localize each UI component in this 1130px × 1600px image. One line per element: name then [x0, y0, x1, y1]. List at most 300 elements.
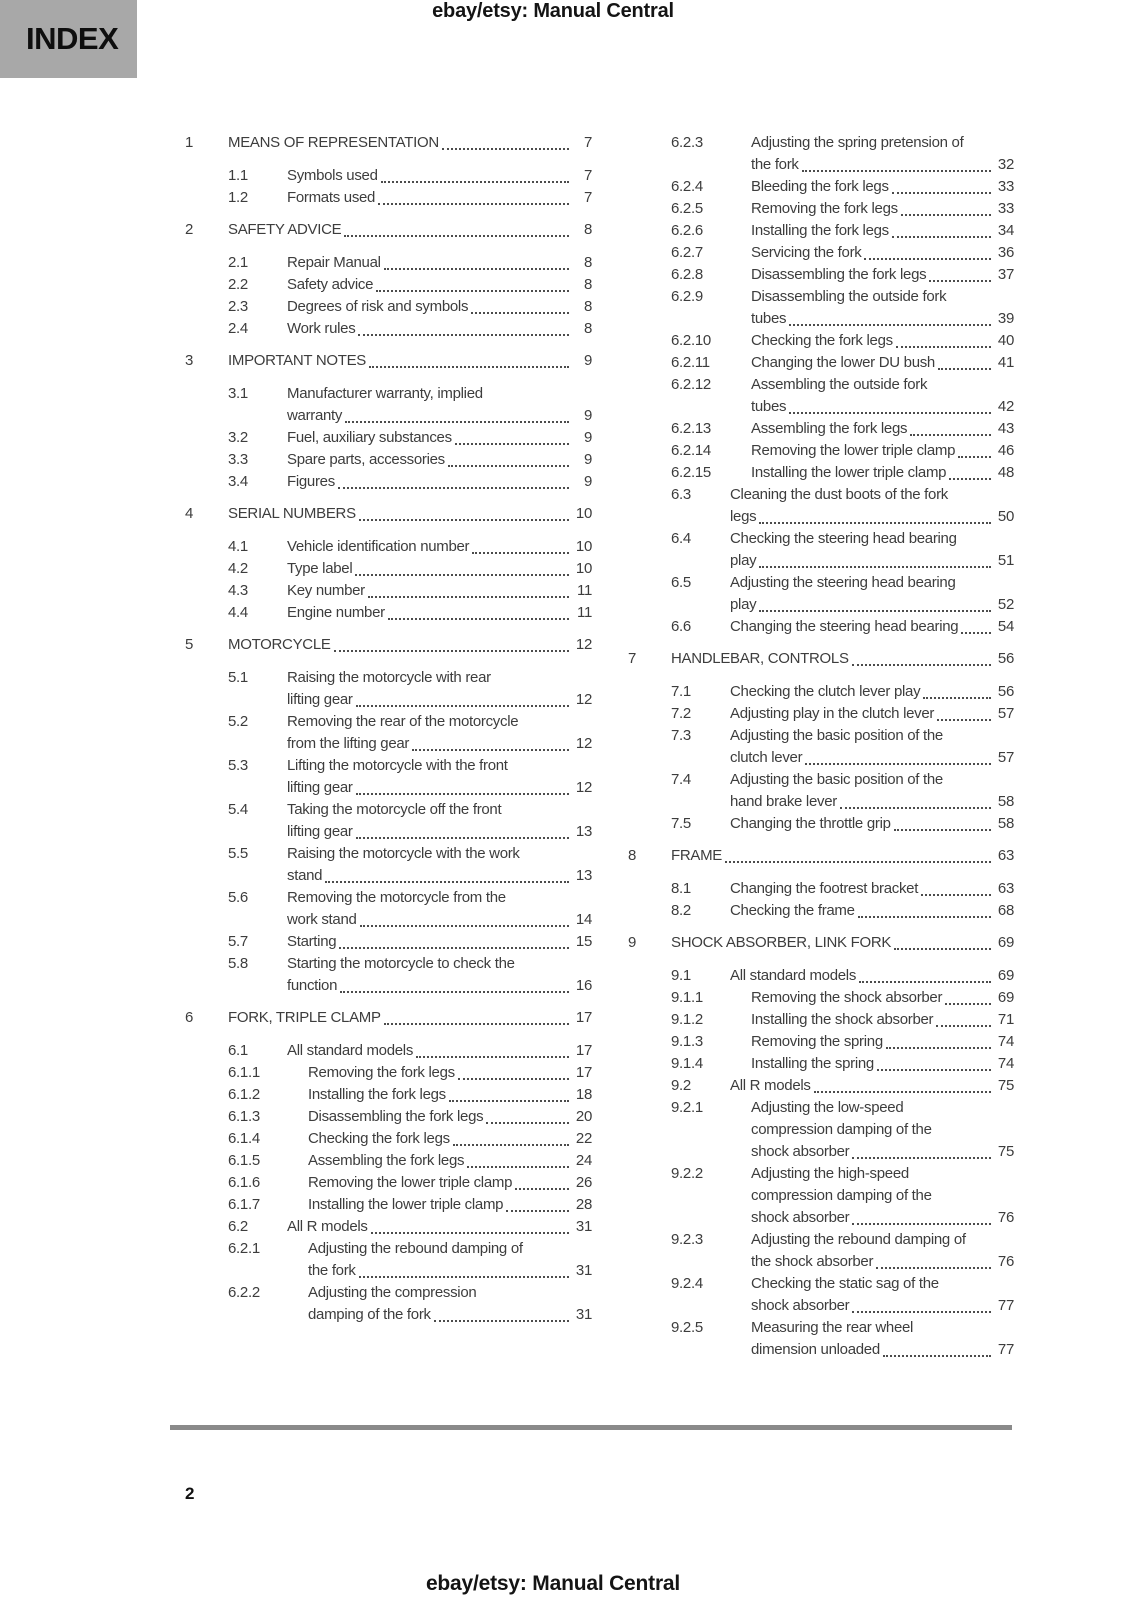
- toc-entry-number: 6.2.3: [671, 134, 703, 151]
- dot-leader: [441, 132, 570, 154]
- dot-leader: [960, 616, 992, 638]
- dot-leader: [433, 1304, 570, 1326]
- toc-entry-line: [228, 634, 592, 656]
- toc-entry: [628, 1317, 1014, 1361]
- toc-entry-title: [730, 484, 1014, 528]
- toc-entry-text: Checking the fork legs: [751, 332, 893, 349]
- toc-entry-title: [730, 813, 1014, 835]
- toc-entry-number: 2.3: [228, 298, 248, 315]
- toc-entry-page: 15: [575, 933, 592, 950]
- toc-entry-text: Adjusting the low-speed: [751, 1099, 904, 1116]
- toc-entry-number: 3.3: [228, 451, 248, 468]
- toc-entry-title: [751, 1097, 1014, 1163]
- toc-entry-title: [308, 1106, 592, 1128]
- toc-entry-text: compression damping of the: [751, 1187, 932, 1204]
- table-of-contents: [185, 132, 1014, 1361]
- dot-leader: [485, 1106, 570, 1128]
- toc-entry-text: MEANS OF REPRESENTATION: [228, 134, 439, 151]
- toc-entry-page: 43: [997, 420, 1014, 437]
- toc-entry-line: [751, 1031, 1014, 1053]
- toc-entry-page: 63: [997, 880, 1014, 897]
- toc-entry-text: Adjusting the steering head bearing: [730, 574, 956, 591]
- toc-entry-title: [730, 616, 1014, 638]
- toc-entry: [185, 931, 592, 953]
- dot-leader: [411, 733, 570, 755]
- toc-entry-page: 12: [575, 779, 592, 796]
- toc-entry: [185, 580, 592, 602]
- toc-entry-number: 6.6: [671, 618, 691, 635]
- toc-entry-text: Taking the motorcycle off the front: [287, 801, 502, 818]
- toc-entry-line: [730, 791, 1014, 813]
- toc-entry-text: Installing the shock absorber: [751, 1011, 934, 1028]
- toc-entry-number: 6.2.7: [671, 244, 703, 261]
- toc-entry-title: [751, 1317, 1014, 1361]
- toc-entry-page: 54: [997, 618, 1014, 635]
- toc-entry-line: [751, 462, 1014, 484]
- dot-leader: [876, 1053, 992, 1075]
- toc-entry-line: [287, 1040, 592, 1062]
- dot-leader: [514, 1172, 570, 1194]
- dot-leader: [788, 308, 992, 330]
- toc-entry-number: 3.1: [228, 385, 248, 402]
- toc-entry: [185, 1084, 592, 1106]
- toc-entry-number: 2: [185, 221, 194, 238]
- dot-leader: [839, 791, 992, 813]
- toc-entry-title: [287, 296, 592, 318]
- toc-entry-page: 13: [575, 823, 592, 840]
- toc-entry: [185, 711, 592, 755]
- toc-entry-title: [287, 187, 592, 209]
- toc-entry-title: [751, 220, 1014, 242]
- toc-entry-line: [751, 352, 1014, 374]
- dot-leader: [937, 352, 992, 374]
- toc-entry-title: [287, 1216, 592, 1238]
- toc-entry-text: Removing the lower triple clamp: [751, 442, 956, 459]
- dot-leader: [355, 821, 570, 843]
- toc-entry-text: Installing the spring: [751, 1055, 874, 1072]
- toc-entry-title: [751, 242, 1014, 264]
- dot-leader: [758, 550, 992, 572]
- toc-entry-number: 5.3: [228, 757, 248, 774]
- toc-entry-number: 6.2.9: [671, 288, 703, 305]
- toc-entry-number: 9.2.2: [671, 1165, 703, 1182]
- toc-entry-text: Adjusting the high-speed: [751, 1165, 909, 1182]
- toc-entry-title: [751, 1031, 1014, 1053]
- toc-entry: [185, 165, 592, 187]
- toc-entry-title: [751, 352, 1014, 374]
- toc-entry-number: 6.1.2: [228, 1086, 260, 1103]
- toc-entry-text: Adjusting the basic position of the: [730, 727, 943, 744]
- toc-entry-page: 11: [577, 604, 592, 621]
- toc-entry-line: [287, 252, 592, 274]
- toc-entry: [628, 528, 1014, 572]
- toc-entry-title: [287, 843, 592, 887]
- toc-entry-text: Installing the lower triple clamp: [308, 1196, 504, 1213]
- toc-entry-number: 7.3: [671, 727, 691, 744]
- toc-entry: [185, 318, 592, 340]
- toc-entry-number: 5.2: [228, 713, 248, 730]
- toc-entry-text: Cleaning the dust boots of the fork: [730, 486, 948, 503]
- toc-entry-page: 24: [575, 1152, 592, 1169]
- toc-entry-number: 6.1.4: [228, 1130, 260, 1147]
- dot-leader: [893, 813, 992, 835]
- toc-entry: [185, 536, 592, 558]
- toc-entry-page: 17: [575, 1042, 592, 1059]
- toc-entry: [185, 667, 592, 711]
- toc-entry-line: [730, 572, 1014, 594]
- toc-entry-line: [751, 264, 1014, 286]
- toc-entry-page: 13: [575, 867, 592, 884]
- toc-entry-page: 9: [583, 429, 592, 446]
- toc-entry-line: [751, 330, 1014, 352]
- toc-entry-page: 68: [997, 902, 1014, 919]
- toc-entry-title: [751, 1163, 1014, 1229]
- toc-entry-text: Changing the steering head bearing: [730, 618, 959, 635]
- toc-entry-number: 6.2.8: [671, 266, 703, 283]
- toc-entry: [185, 1238, 592, 1282]
- toc-entry-text: All standard models: [730, 967, 857, 984]
- toc-entry-text: the fork: [308, 1262, 356, 1279]
- toc-entry-number: 7.2: [671, 705, 691, 722]
- dot-leader: [359, 909, 570, 931]
- toc-entry-number: 9.1: [671, 967, 691, 984]
- dot-leader: [863, 242, 992, 264]
- toc-entry-line: [287, 931, 592, 953]
- dot-leader: [324, 865, 570, 887]
- toc-entry-line: [730, 616, 1014, 638]
- toc-entry-title: [308, 1172, 592, 1194]
- toc-entry-number: 6.2.1: [228, 1240, 260, 1257]
- toc-entry-text: Servicing the fork: [751, 244, 862, 261]
- toc-entry-page: 12: [575, 735, 592, 752]
- toc-entry-text: Removing the lower triple clamp: [308, 1174, 513, 1191]
- toc-entry: [628, 198, 1014, 220]
- toc-entry-number: 5.5: [228, 845, 248, 862]
- toc-entry-page: 8: [583, 221, 592, 238]
- toc-entry-text: Checking the fork legs: [308, 1130, 450, 1147]
- toc-entry-line: [287, 733, 592, 755]
- toc-entry-number: 6.2.4: [671, 178, 703, 195]
- toc-entry-line: [671, 648, 1014, 670]
- toc-entry-text: Vehicle identification number: [287, 538, 470, 555]
- toc-entry: [628, 900, 1014, 922]
- toc-entry-line: [287, 449, 592, 471]
- toc-entry-number: 4.3: [228, 582, 248, 599]
- toc-entry-page: 76: [997, 1253, 1014, 1270]
- toc-entry: [628, 242, 1014, 264]
- toc-entry: [185, 1007, 592, 1029]
- toc-entry: [185, 558, 592, 580]
- dot-leader: [882, 1339, 992, 1361]
- dot-leader: [338, 931, 570, 953]
- toc-entry-text: Changing the footrest bracket: [730, 880, 919, 897]
- toc-entry-number: 7.5: [671, 815, 691, 832]
- toc-entry-line: [730, 681, 1014, 703]
- toc-entry-title: [228, 132, 592, 154]
- toc-entry-text: hand brake lever: [730, 793, 837, 810]
- toc-entry-text: Raising the motorcycle with the work: [287, 845, 520, 862]
- toc-entry: [628, 769, 1014, 813]
- toc-entry-text: damping of the fork: [308, 1306, 431, 1323]
- toc-entry-text: play: [730, 596, 757, 613]
- toc-entry-page: 31: [575, 1306, 592, 1323]
- toc-entry: [185, 132, 592, 154]
- dot-leader: [471, 536, 570, 558]
- toc-entry-page: 26: [575, 1174, 592, 1191]
- toc-entry-text: All R models: [730, 1077, 811, 1094]
- toc-entry-text: Checking the steering head bearing: [730, 530, 957, 547]
- dot-leader: [415, 1040, 570, 1062]
- toc-entry-title: [287, 953, 592, 997]
- toc-entry-title: [751, 198, 1014, 220]
- toc-entry-line: [751, 176, 1014, 198]
- toc-entry-title: [287, 536, 592, 558]
- toc-entry-line: [308, 1062, 592, 1084]
- toc-entry-page: 57: [997, 705, 1014, 722]
- toc-entry-page: 10: [575, 560, 592, 577]
- toc-entry-title: [308, 1084, 592, 1106]
- toc-entry-title: [730, 572, 1014, 616]
- toc-entry-title: [730, 878, 1014, 900]
- toc-entry-number: 2.1: [228, 254, 248, 271]
- toc-entry-line: [228, 219, 592, 241]
- toc-entry-line: [730, 506, 1014, 528]
- toc-entry: [628, 1229, 1014, 1273]
- toc-entry-line: [751, 1339, 1014, 1361]
- toc-entry: [628, 878, 1014, 900]
- toc-entry-text: All standard models: [287, 1042, 414, 1059]
- dot-leader: [454, 427, 570, 449]
- toc-entry-text: Spare parts, accessories: [287, 451, 445, 468]
- toc-entry-page: 34: [997, 222, 1014, 239]
- toc-entry-line: [287, 383, 592, 405]
- dot-leader: [851, 1141, 992, 1163]
- toc-entry-number: 6.2.2: [228, 1284, 260, 1301]
- toc-entry-number: 6.2.13: [671, 420, 711, 437]
- toc-entry-line: [287, 165, 592, 187]
- toc-entry-line: [228, 503, 592, 525]
- toc-entry-page: 74: [997, 1055, 1014, 1072]
- toc-entry-line: [751, 220, 1014, 242]
- toc-entry-number: 6.1: [228, 1042, 248, 1059]
- toc-entry-page: 71: [997, 1011, 1014, 1028]
- toc-entry-line: [287, 667, 592, 689]
- dot-leader: [920, 878, 992, 900]
- toc-entry: [628, 440, 1014, 462]
- toc-entry-line: [751, 1207, 1014, 1229]
- toc-entry-number: 6.2.6: [671, 222, 703, 239]
- toc-entry-text: Changing the lower DU bush: [751, 354, 935, 371]
- toc-entry-text: HANDLEBAR, CONTROLS: [671, 650, 849, 667]
- toc-entry-title: [228, 503, 592, 525]
- dot-leader: [368, 350, 570, 372]
- toc-entry-page: 9: [583, 473, 592, 490]
- dot-leader: [851, 1295, 992, 1317]
- toc-entry-title: [308, 1150, 592, 1172]
- toc-entry: [628, 616, 1014, 638]
- toc-entry-title: [730, 681, 1014, 703]
- toc-entry-text: Removing the spring: [751, 1033, 883, 1050]
- toc-entry-line: [730, 900, 1014, 922]
- toc-entry-number: 9.2.5: [671, 1319, 703, 1336]
- toc-entry: [628, 1273, 1014, 1317]
- toc-entry-line: [730, 1075, 1014, 1097]
- toc-entry-title: [287, 383, 592, 427]
- toc-entry: [628, 725, 1014, 769]
- toc-entry-text: shock absorber: [751, 1297, 850, 1314]
- dot-leader: [948, 462, 992, 484]
- toc-entry-title: [287, 667, 592, 711]
- toc-entry-title: [287, 799, 592, 843]
- toc-entry-line: [287, 711, 592, 733]
- toc-entry: [628, 176, 1014, 198]
- dot-leader: [928, 264, 992, 286]
- toc-entry-title: [228, 634, 592, 656]
- toc-entry: [628, 845, 1014, 867]
- toc-entry-line: [308, 1194, 592, 1216]
- toc-entry-text: Adjusting play in the clutch lever: [730, 705, 935, 722]
- toc-entry-text: dimension unloaded: [751, 1341, 880, 1358]
- toc-entry-page: 7: [583, 134, 592, 151]
- toc-entry-page: 69: [997, 934, 1014, 951]
- dot-leader: [448, 1084, 570, 1106]
- toc-entry-line: [287, 536, 592, 558]
- toc-entry-title: [751, 286, 1014, 330]
- dot-leader: [891, 220, 992, 242]
- toc-entry-text: play: [730, 552, 757, 569]
- toc-entry: [628, 330, 1014, 352]
- toc-entry-line: [751, 308, 1014, 330]
- toc-entry-number: 6.2.10: [671, 332, 711, 349]
- toc-entry-title: [308, 1282, 592, 1326]
- toc-entry-line: [228, 1007, 592, 1029]
- dot-leader: [383, 1007, 570, 1029]
- toc-entry-text: Removing the fork legs: [751, 200, 898, 217]
- dot-leader: [909, 418, 992, 440]
- toc-entry-page: 40: [997, 332, 1014, 349]
- toc-entry-page: 9: [583, 407, 592, 424]
- toc-entry-title: [751, 1229, 1014, 1273]
- toc-entry-text: Adjusting the basic position of the: [730, 771, 943, 788]
- dot-leader: [337, 471, 570, 493]
- toc-entry: [628, 1075, 1014, 1097]
- toc-entry-text: Installing the fork legs: [308, 1086, 446, 1103]
- toc-entry-line: [308, 1238, 592, 1260]
- toc-entry: [628, 681, 1014, 703]
- toc-entry-line: [751, 1053, 1014, 1075]
- toc-entry-line: [308, 1282, 592, 1304]
- dot-leader: [354, 558, 570, 580]
- dot-leader: [758, 594, 992, 616]
- toc-entry-number: 3: [185, 352, 194, 369]
- dot-leader: [344, 405, 570, 427]
- toc-entry-page: 37: [997, 266, 1014, 283]
- toc-entry-line: [287, 580, 592, 602]
- toc-entry-page: 74: [997, 1033, 1014, 1050]
- toc-entry-text: warranty: [287, 407, 343, 424]
- toc-entry-number: 9.1.2: [671, 1011, 703, 1028]
- toc-entry-page: 31: [575, 1218, 592, 1235]
- toc-entry-number: 5.7: [228, 933, 248, 950]
- header-title: ebay/etsy: Manual Central: [432, 0, 674, 22]
- toc-entry-number: 7.1: [671, 683, 691, 700]
- toc-entry-text: Raising the motorcycle with rear: [287, 669, 491, 686]
- dot-leader: [900, 198, 992, 220]
- toc-entry: [628, 374, 1014, 418]
- toc-entry-text: Removing the motorcycle from the: [287, 889, 506, 906]
- toc-entry-text: Lifting the motorcycle with the front: [287, 757, 508, 774]
- dot-leader: [801, 154, 992, 176]
- toc-entry-line: [751, 1295, 1014, 1317]
- toc-entry-line: [730, 965, 1014, 987]
- toc-entry-line: [308, 1172, 592, 1194]
- toc-entry-text: All R models: [287, 1218, 368, 1235]
- toc-entry-title: [671, 932, 1014, 954]
- toc-entry-line: [751, 1273, 1014, 1295]
- toc-entry-line: [287, 755, 592, 777]
- toc-entry: [628, 1097, 1014, 1163]
- toc-entry-number: 9.1.3: [671, 1033, 703, 1050]
- toc-entry-title: [308, 1128, 592, 1150]
- dot-leader: [387, 602, 570, 624]
- toc-entry-title: [308, 1238, 592, 1282]
- toc-entry-page: 33: [997, 178, 1014, 195]
- toc-entry: [628, 264, 1014, 286]
- toc-entry-number: 6: [185, 1009, 194, 1026]
- toc-entry: [185, 449, 592, 471]
- toc-entry: [628, 703, 1014, 725]
- toc-entry-text: Checking the static sag of the: [751, 1275, 939, 1292]
- toc-column-right: [628, 132, 1014, 1361]
- toc-entry-number: 4.4: [228, 604, 248, 621]
- toc-entry-page: 22: [575, 1130, 592, 1147]
- toc-entry-number: 9: [628, 934, 637, 951]
- toc-entry: [185, 634, 592, 656]
- toc-entry-line: [287, 799, 592, 821]
- toc-entry-line: [287, 296, 592, 318]
- toc-entry-page: 52: [997, 596, 1014, 613]
- toc-entry-text: Starting the motorcycle to check the: [287, 955, 515, 972]
- toc-entry-page: 10: [575, 538, 592, 555]
- toc-entry-page: 58: [997, 793, 1014, 810]
- footer-divider: [170, 1425, 1012, 1430]
- toc-entry-number: 1.2: [228, 189, 248, 206]
- toc-entry-line: [287, 865, 592, 887]
- toc-entry-line: [751, 1163, 1014, 1185]
- toc-entry-page: 8: [583, 298, 592, 315]
- toc-entry-number: 6.5: [671, 574, 691, 591]
- dot-leader: [343, 219, 570, 241]
- toc-entry: [185, 187, 592, 209]
- dot-leader: [452, 1128, 570, 1150]
- toc-entry-text: Measuring the rear wheel: [751, 1319, 914, 1336]
- toc-entry-text: tubes: [751, 398, 787, 415]
- toc-entry-title: [287, 755, 592, 799]
- toc-entry: [628, 572, 1014, 616]
- toc-entry-title: [287, 449, 592, 471]
- dot-leader: [957, 440, 992, 462]
- toc-entry-title: [308, 1194, 592, 1216]
- toc-entry-line: [287, 1216, 592, 1238]
- toc-entry-page: 17: [575, 1009, 592, 1026]
- toc-entry-title: [751, 462, 1014, 484]
- toc-entry-text: lifting gear: [287, 779, 353, 796]
- toc-entry-line: [751, 1097, 1014, 1119]
- dot-leader: [470, 296, 570, 318]
- toc-entry-text: Adjusting the compression: [308, 1284, 477, 1301]
- dot-leader: [333, 634, 570, 656]
- dot-leader: [380, 165, 570, 187]
